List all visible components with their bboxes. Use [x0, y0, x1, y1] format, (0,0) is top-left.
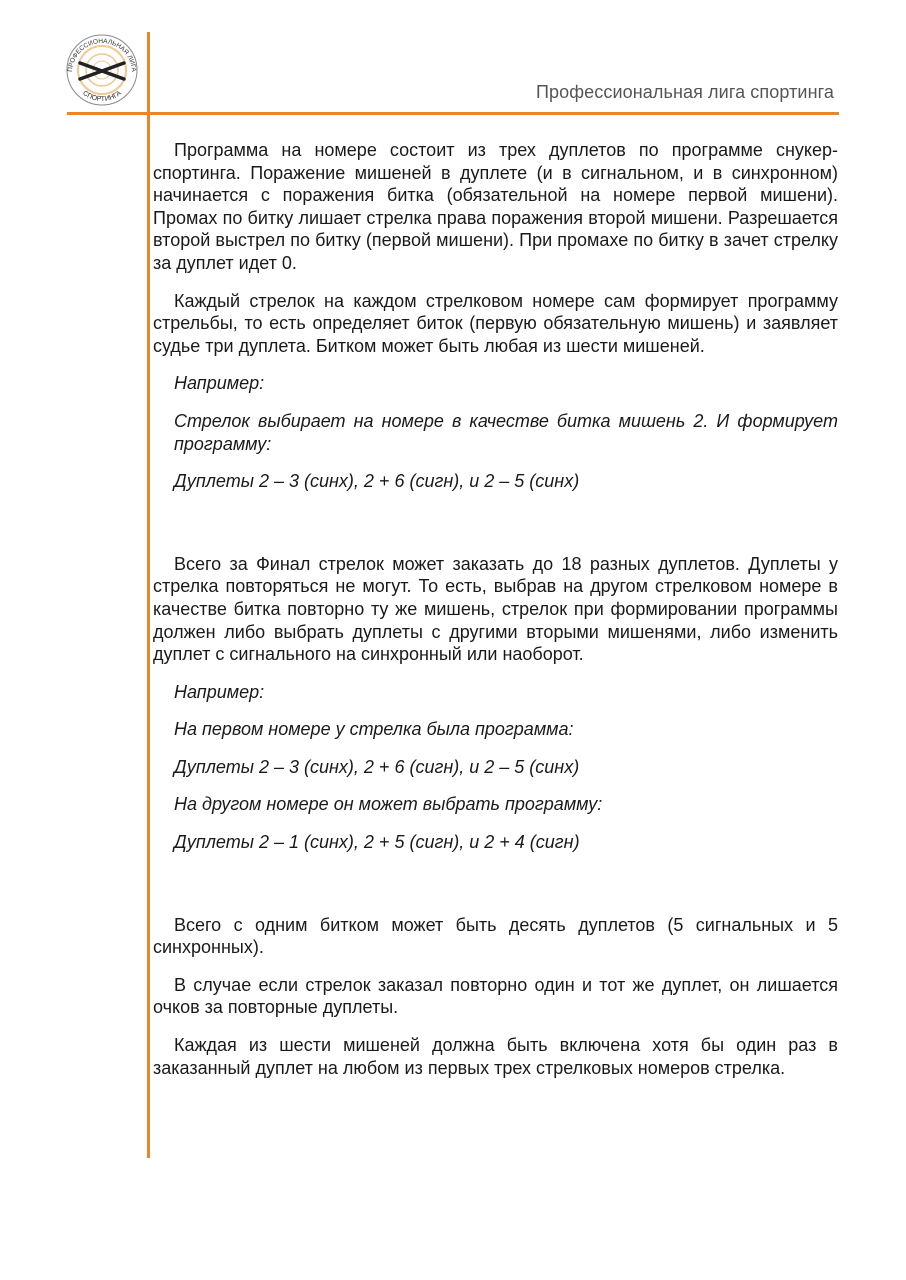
example-label: Например: [174, 681, 265, 702]
svg-text:ПРОФЕССИОНАЛЬНАЯ ЛИГА: ПРОФЕССИОНАЛЬНАЯ ЛИГА [66, 37, 138, 73]
paragraph-final-doubles: Всего за Финал стрелок может заказать до 18 разных дуплетов. Дуплеты у стрелка повторяться не могут. То есть, выбрав на другом стрелковом номере в качестве битка повторно ту же мишень, стрелок при формировании программы должен либо выбрать дуплеты с другими вторыми мишенями, либо изменить дуплет с сигнального на синхронный или наоборот. [153, 553, 838, 665]
document-body [153, 139, 838, 1079]
example-text: На первом номере у стрелка была программа: [174, 719, 574, 740]
paragraph-repeat-penalty: В случае если стрелок заказал повторно один и тот же дуплет, он лишается очков за повторные дуплеты. [153, 974, 838, 1018]
paragraph-shooter-forms-program: Каждый стрелок на каждом стрелковом номере сам формирует программу стрельбы, то есть определяет биток (первую обязательную мишень) и заявляет судье три дуплета. Битком может быть любая из шести мишеней. [153, 290, 838, 356]
svg-text:СПОРТИНГА: СПОРТИНГА [81, 89, 123, 104]
header-rule-horizontal [67, 112, 839, 115]
example-label: Например: [174, 373, 265, 394]
paragraph-program-rules: Программа на номере состоит из трех дуплетов по программе снукер-спортинга. Поражение мишеней в дуплете (и в сигнальном, и в синхронном) начинается с поражения битка (обязательной на номере первой мишени). Промах по битку лишает стрелка права поражения второй мишени. Разрешается второй выстрел по битку (первой мишени). При промахе по битку в зачет стрелку за дуплет идет 0. [153, 140, 838, 273]
page-header-title: Профессиональная лига спортинга [535, 82, 834, 102]
example-doubles: Дуплеты 2 – 3 (синх), 2 + 6 (сигн), и 2 – 5 (синх) [174, 756, 580, 777]
crossed-shotguns-icon [62, 33, 142, 107]
example-text: На другом номере он может выбрать программу: [174, 794, 603, 815]
paragraph-six-targets: Каждая из шести мишеней должна быть включена хотя бы один раз в заказанный дуплет на любом из первых трех стрелковых номеров стрелка. [153, 1035, 838, 1078]
paragraph-ten-doubles: Всего с одним битком может быть десять дуплетов (5 сигнальных и 5 синхронных). [153, 914, 838, 958]
league-logo [62, 33, 142, 107]
example-doubles: Дуплеты 2 – 1 (синх), 2 + 5 (сигн), и 2 + 4 (сигн) [174, 832, 580, 853]
margin-rule-vertical [147, 32, 150, 1158]
example-doubles: Дуплеты 2 – 3 (синх), 2 + 6 (сигн), и 2 – 5 (синх) [174, 471, 580, 492]
example-text: Стрелок выбирает на номере в качестве битка мишень 2. И формирует программу: [174, 410, 838, 454]
